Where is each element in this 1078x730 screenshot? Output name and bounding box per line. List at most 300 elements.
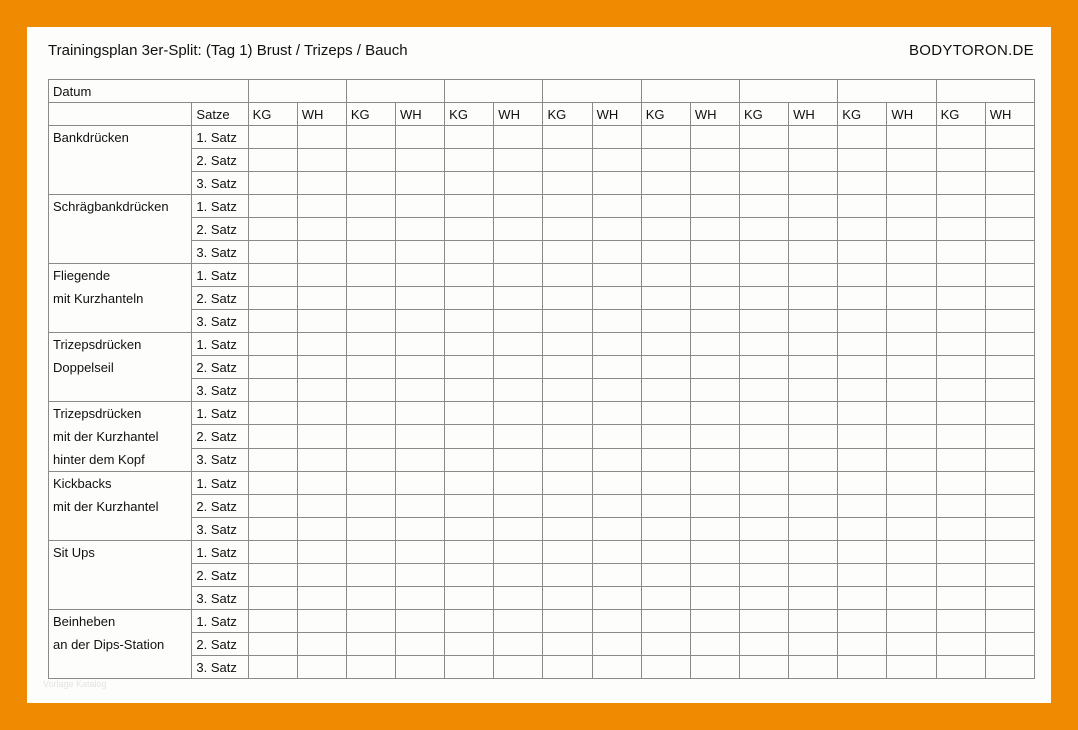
wh-entry-cell[interactable] <box>985 425 1034 448</box>
wh-entry-cell[interactable] <box>494 379 543 402</box>
wh-entry-cell[interactable] <box>690 518 739 541</box>
kg-entry-cell[interactable] <box>543 425 592 448</box>
wh-entry-cell[interactable] <box>887 218 936 241</box>
wh-entry-cell[interactable] <box>297 218 346 241</box>
wh-entry-cell[interactable] <box>789 218 838 241</box>
wh-entry-cell[interactable] <box>494 610 543 633</box>
kg-entry-cell[interactable] <box>445 287 494 310</box>
wh-entry-cell[interactable] <box>592 495 641 518</box>
wh-entry-cell[interactable] <box>690 310 739 333</box>
wh-entry-cell[interactable] <box>985 402 1034 425</box>
wh-entry-cell[interactable] <box>690 587 739 610</box>
wh-entry-cell[interactable] <box>887 310 936 333</box>
wh-entry-cell[interactable] <box>297 310 346 333</box>
session-date-cell[interactable] <box>936 80 1034 103</box>
session-date-cell[interactable] <box>641 80 739 103</box>
wh-entry-cell[interactable] <box>592 402 641 425</box>
kg-entry-cell[interactable] <box>248 448 297 471</box>
kg-entry-cell[interactable] <box>346 149 395 172</box>
wh-entry-cell[interactable] <box>887 195 936 218</box>
kg-entry-cell[interactable] <box>641 333 690 356</box>
kg-entry-cell[interactable] <box>248 564 297 587</box>
kg-entry-cell[interactable] <box>445 448 494 471</box>
wh-entry-cell[interactable] <box>985 218 1034 241</box>
kg-entry-cell[interactable] <box>248 241 297 264</box>
wh-entry-cell[interactable] <box>297 172 346 195</box>
kg-entry-cell[interactable] <box>740 587 789 610</box>
wh-entry-cell[interactable] <box>789 264 838 287</box>
wh-entry-cell[interactable] <box>887 472 936 495</box>
wh-entry-cell[interactable] <box>396 402 445 425</box>
kg-entry-cell[interactable] <box>346 495 395 518</box>
kg-entry-cell[interactable] <box>641 195 690 218</box>
kg-entry-cell[interactable] <box>346 356 395 379</box>
kg-entry-cell[interactable] <box>445 402 494 425</box>
wh-entry-cell[interactable] <box>789 379 838 402</box>
wh-entry-cell[interactable] <box>494 656 543 679</box>
wh-entry-cell[interactable] <box>985 472 1034 495</box>
kg-entry-cell[interactable] <box>346 333 395 356</box>
kg-entry-cell[interactable] <box>740 241 789 264</box>
wh-entry-cell[interactable] <box>297 264 346 287</box>
wh-entry-cell[interactable] <box>592 633 641 656</box>
kg-entry-cell[interactable] <box>838 126 887 149</box>
wh-entry-cell[interactable] <box>887 126 936 149</box>
wh-entry-cell[interactable] <box>297 287 346 310</box>
wh-entry-cell[interactable] <box>789 587 838 610</box>
wh-entry-cell[interactable] <box>789 195 838 218</box>
wh-entry-cell[interactable] <box>985 541 1034 564</box>
wh-entry-cell[interactable] <box>985 587 1034 610</box>
wh-entry-cell[interactable] <box>592 587 641 610</box>
kg-entry-cell[interactable] <box>445 356 494 379</box>
wh-entry-cell[interactable] <box>592 310 641 333</box>
wh-entry-cell[interactable] <box>592 656 641 679</box>
kg-entry-cell[interactable] <box>445 218 494 241</box>
kg-entry-cell[interactable] <box>641 587 690 610</box>
kg-entry-cell[interactable] <box>543 379 592 402</box>
wh-entry-cell[interactable] <box>887 518 936 541</box>
wh-entry-cell[interactable] <box>592 541 641 564</box>
wh-entry-cell[interactable] <box>887 356 936 379</box>
wh-entry-cell[interactable] <box>690 448 739 471</box>
kg-entry-cell[interactable] <box>248 264 297 287</box>
kg-entry-cell[interactable] <box>838 425 887 448</box>
wh-entry-cell[interactable] <box>789 656 838 679</box>
kg-entry-cell[interactable] <box>641 241 690 264</box>
wh-entry-cell[interactable] <box>494 149 543 172</box>
wh-entry-cell[interactable] <box>494 587 543 610</box>
wh-entry-cell[interactable] <box>887 333 936 356</box>
wh-entry-cell[interactable] <box>887 402 936 425</box>
kg-entry-cell[interactable] <box>740 126 789 149</box>
wh-entry-cell[interactable] <box>396 564 445 587</box>
kg-entry-cell[interactable] <box>543 541 592 564</box>
wh-entry-cell[interactable] <box>494 126 543 149</box>
wh-entry-cell[interactable] <box>297 633 346 656</box>
kg-entry-cell[interactable] <box>838 448 887 471</box>
wh-entry-cell[interactable] <box>690 149 739 172</box>
wh-entry-cell[interactable] <box>789 633 838 656</box>
wh-entry-cell[interactable] <box>494 241 543 264</box>
wh-entry-cell[interactable] <box>887 264 936 287</box>
kg-entry-cell[interactable] <box>740 310 789 333</box>
kg-entry-cell[interactable] <box>445 518 494 541</box>
wh-entry-cell[interactable] <box>690 610 739 633</box>
wh-entry-cell[interactable] <box>494 495 543 518</box>
wh-entry-cell[interactable] <box>789 356 838 379</box>
kg-entry-cell[interactable] <box>838 518 887 541</box>
wh-entry-cell[interactable] <box>985 379 1034 402</box>
wh-entry-cell[interactable] <box>690 564 739 587</box>
wh-entry-cell[interactable] <box>494 172 543 195</box>
wh-entry-cell[interactable] <box>494 448 543 471</box>
kg-entry-cell[interactable] <box>346 541 395 564</box>
kg-entry-cell[interactable] <box>936 264 985 287</box>
kg-entry-cell[interactable] <box>641 472 690 495</box>
wh-entry-cell[interactable] <box>297 564 346 587</box>
wh-entry-cell[interactable] <box>789 541 838 564</box>
wh-entry-cell[interactable] <box>789 564 838 587</box>
kg-entry-cell[interactable] <box>248 610 297 633</box>
kg-entry-cell[interactable] <box>838 402 887 425</box>
kg-entry-cell[interactable] <box>838 333 887 356</box>
kg-entry-cell[interactable] <box>445 172 494 195</box>
kg-entry-cell[interactable] <box>641 610 690 633</box>
kg-entry-cell[interactable] <box>936 356 985 379</box>
kg-entry-cell[interactable] <box>445 472 494 495</box>
wh-entry-cell[interactable] <box>887 287 936 310</box>
wh-entry-cell[interactable] <box>396 172 445 195</box>
kg-entry-cell[interactable] <box>346 518 395 541</box>
wh-entry-cell[interactable] <box>297 518 346 541</box>
wh-entry-cell[interactable] <box>494 541 543 564</box>
kg-entry-cell[interactable] <box>543 126 592 149</box>
wh-entry-cell[interactable] <box>592 356 641 379</box>
kg-entry-cell[interactable] <box>445 333 494 356</box>
wh-entry-cell[interactable] <box>887 495 936 518</box>
wh-entry-cell[interactable] <box>396 149 445 172</box>
kg-entry-cell[interactable] <box>936 241 985 264</box>
kg-entry-cell[interactable] <box>838 472 887 495</box>
kg-entry-cell[interactable] <box>641 218 690 241</box>
wh-entry-cell[interactable] <box>592 379 641 402</box>
kg-entry-cell[interactable] <box>936 610 985 633</box>
kg-entry-cell[interactable] <box>543 356 592 379</box>
wh-entry-cell[interactable] <box>297 656 346 679</box>
wh-entry-cell[interactable] <box>494 402 543 425</box>
kg-entry-cell[interactable] <box>543 656 592 679</box>
kg-entry-cell[interactable] <box>838 495 887 518</box>
wh-entry-cell[interactable] <box>396 218 445 241</box>
kg-entry-cell[interactable] <box>641 379 690 402</box>
kg-entry-cell[interactable] <box>838 241 887 264</box>
kg-entry-cell[interactable] <box>445 149 494 172</box>
kg-entry-cell[interactable] <box>248 379 297 402</box>
wh-entry-cell[interactable] <box>985 564 1034 587</box>
kg-entry-cell[interactable] <box>445 425 494 448</box>
wh-entry-cell[interactable] <box>592 218 641 241</box>
wh-entry-cell[interactable] <box>494 356 543 379</box>
kg-entry-cell[interactable] <box>936 310 985 333</box>
wh-entry-cell[interactable] <box>592 610 641 633</box>
wh-entry-cell[interactable] <box>789 402 838 425</box>
wh-entry-cell[interactable] <box>297 402 346 425</box>
kg-entry-cell[interactable] <box>838 564 887 587</box>
kg-entry-cell[interactable] <box>445 126 494 149</box>
kg-entry-cell[interactable] <box>838 218 887 241</box>
wh-entry-cell[interactable] <box>592 264 641 287</box>
wh-entry-cell[interactable] <box>985 656 1034 679</box>
wh-entry-cell[interactable] <box>789 448 838 471</box>
session-date-cell[interactable] <box>543 80 641 103</box>
kg-entry-cell[interactable] <box>641 402 690 425</box>
wh-entry-cell[interactable] <box>690 541 739 564</box>
kg-entry-cell[interactable] <box>543 587 592 610</box>
kg-entry-cell[interactable] <box>248 356 297 379</box>
kg-entry-cell[interactable] <box>838 587 887 610</box>
kg-entry-cell[interactable] <box>248 172 297 195</box>
wh-entry-cell[interactable] <box>690 656 739 679</box>
kg-entry-cell[interactable] <box>740 610 789 633</box>
kg-entry-cell[interactable] <box>740 495 789 518</box>
kg-entry-cell[interactable] <box>543 610 592 633</box>
kg-entry-cell[interactable] <box>641 356 690 379</box>
wh-entry-cell[interactable] <box>592 241 641 264</box>
kg-entry-cell[interactable] <box>346 218 395 241</box>
wh-entry-cell[interactable] <box>494 218 543 241</box>
kg-entry-cell[interactable] <box>936 656 985 679</box>
kg-entry-cell[interactable] <box>543 172 592 195</box>
kg-entry-cell[interactable] <box>838 356 887 379</box>
wh-entry-cell[interactable] <box>789 172 838 195</box>
kg-entry-cell[interactable] <box>936 172 985 195</box>
kg-entry-cell[interactable] <box>445 241 494 264</box>
wh-entry-cell[interactable] <box>297 587 346 610</box>
kg-entry-cell[interactable] <box>740 518 789 541</box>
kg-entry-cell[interactable] <box>740 425 789 448</box>
wh-entry-cell[interactable] <box>690 241 739 264</box>
kg-entry-cell[interactable] <box>248 541 297 564</box>
kg-entry-cell[interactable] <box>346 564 395 587</box>
wh-entry-cell[interactable] <box>592 195 641 218</box>
wh-entry-cell[interactable] <box>297 379 346 402</box>
wh-entry-cell[interactable] <box>690 195 739 218</box>
kg-entry-cell[interactable] <box>346 448 395 471</box>
wh-entry-cell[interactable] <box>985 356 1034 379</box>
wh-entry-cell[interactable] <box>985 149 1034 172</box>
wh-entry-cell[interactable] <box>396 333 445 356</box>
wh-entry-cell[interactable] <box>789 610 838 633</box>
kg-entry-cell[interactable] <box>740 218 789 241</box>
wh-entry-cell[interactable] <box>887 633 936 656</box>
wh-entry-cell[interactable] <box>690 264 739 287</box>
kg-entry-cell[interactable] <box>445 633 494 656</box>
wh-entry-cell[interactable] <box>396 241 445 264</box>
kg-entry-cell[interactable] <box>936 126 985 149</box>
kg-entry-cell[interactable] <box>936 472 985 495</box>
wh-entry-cell[interactable] <box>985 495 1034 518</box>
wh-entry-cell[interactable] <box>985 195 1034 218</box>
wh-entry-cell[interactable] <box>690 218 739 241</box>
kg-entry-cell[interactable] <box>248 333 297 356</box>
kg-entry-cell[interactable] <box>543 310 592 333</box>
wh-entry-cell[interactable] <box>396 518 445 541</box>
kg-entry-cell[interactable] <box>445 379 494 402</box>
wh-entry-cell[interactable] <box>494 425 543 448</box>
kg-entry-cell[interactable] <box>346 310 395 333</box>
kg-entry-cell[interactable] <box>641 495 690 518</box>
wh-entry-cell[interactable] <box>396 379 445 402</box>
wh-entry-cell[interactable] <box>690 402 739 425</box>
wh-entry-cell[interactable] <box>396 656 445 679</box>
kg-entry-cell[interactable] <box>543 402 592 425</box>
wh-entry-cell[interactable] <box>592 472 641 495</box>
wh-entry-cell[interactable] <box>592 448 641 471</box>
wh-entry-cell[interactable] <box>690 379 739 402</box>
wh-entry-cell[interactable] <box>396 264 445 287</box>
kg-entry-cell[interactable] <box>248 149 297 172</box>
kg-entry-cell[interactable] <box>936 518 985 541</box>
wh-entry-cell[interactable] <box>592 564 641 587</box>
wh-entry-cell[interactable] <box>297 149 346 172</box>
wh-entry-cell[interactable] <box>592 518 641 541</box>
kg-entry-cell[interactable] <box>641 448 690 471</box>
kg-entry-cell[interactable] <box>936 633 985 656</box>
kg-entry-cell[interactable] <box>641 264 690 287</box>
kg-entry-cell[interactable] <box>641 518 690 541</box>
wh-entry-cell[interactable] <box>887 379 936 402</box>
kg-entry-cell[interactable] <box>543 518 592 541</box>
kg-entry-cell[interactable] <box>838 379 887 402</box>
wh-entry-cell[interactable] <box>985 610 1034 633</box>
wh-entry-cell[interactable] <box>494 472 543 495</box>
wh-entry-cell[interactable] <box>396 448 445 471</box>
wh-entry-cell[interactable] <box>985 310 1034 333</box>
kg-entry-cell[interactable] <box>248 518 297 541</box>
kg-entry-cell[interactable] <box>346 656 395 679</box>
wh-entry-cell[interactable] <box>494 518 543 541</box>
kg-entry-cell[interactable] <box>740 633 789 656</box>
wh-entry-cell[interactable] <box>396 287 445 310</box>
wh-entry-cell[interactable] <box>789 126 838 149</box>
kg-entry-cell[interactable] <box>248 425 297 448</box>
wh-entry-cell[interactable] <box>396 195 445 218</box>
kg-entry-cell[interactable] <box>248 633 297 656</box>
kg-entry-cell[interactable] <box>543 564 592 587</box>
wh-entry-cell[interactable] <box>887 656 936 679</box>
kg-entry-cell[interactable] <box>740 333 789 356</box>
kg-entry-cell[interactable] <box>936 195 985 218</box>
kg-entry-cell[interactable] <box>346 425 395 448</box>
wh-entry-cell[interactable] <box>887 587 936 610</box>
kg-entry-cell[interactable] <box>936 587 985 610</box>
kg-entry-cell[interactable] <box>641 172 690 195</box>
kg-entry-cell[interactable] <box>445 587 494 610</box>
wh-entry-cell[interactable] <box>690 333 739 356</box>
kg-entry-cell[interactable] <box>445 564 494 587</box>
kg-entry-cell[interactable] <box>346 195 395 218</box>
kg-entry-cell[interactable] <box>641 564 690 587</box>
kg-entry-cell[interactable] <box>740 379 789 402</box>
kg-entry-cell[interactable] <box>936 287 985 310</box>
wh-entry-cell[interactable] <box>887 448 936 471</box>
kg-entry-cell[interactable] <box>346 472 395 495</box>
wh-entry-cell[interactable] <box>985 241 1034 264</box>
wh-entry-cell[interactable] <box>396 610 445 633</box>
wh-entry-cell[interactable] <box>494 195 543 218</box>
wh-entry-cell[interactable] <box>592 172 641 195</box>
kg-entry-cell[interactable] <box>740 656 789 679</box>
kg-entry-cell[interactable] <box>641 287 690 310</box>
wh-entry-cell[interactable] <box>887 172 936 195</box>
kg-entry-cell[interactable] <box>641 310 690 333</box>
kg-entry-cell[interactable] <box>543 241 592 264</box>
wh-entry-cell[interactable] <box>592 287 641 310</box>
kg-entry-cell[interactable] <box>445 541 494 564</box>
kg-entry-cell[interactable] <box>543 287 592 310</box>
wh-entry-cell[interactable] <box>887 241 936 264</box>
kg-entry-cell[interactable] <box>543 472 592 495</box>
kg-entry-cell[interactable] <box>543 448 592 471</box>
kg-entry-cell[interactable] <box>248 402 297 425</box>
kg-entry-cell[interactable] <box>346 287 395 310</box>
wh-entry-cell[interactable] <box>985 172 1034 195</box>
wh-entry-cell[interactable] <box>985 333 1034 356</box>
wh-entry-cell[interactable] <box>297 472 346 495</box>
wh-entry-cell[interactable] <box>396 356 445 379</box>
kg-entry-cell[interactable] <box>346 172 395 195</box>
wh-entry-cell[interactable] <box>297 195 346 218</box>
kg-entry-cell[interactable] <box>248 126 297 149</box>
wh-entry-cell[interactable] <box>494 310 543 333</box>
kg-entry-cell[interactable] <box>740 472 789 495</box>
kg-entry-cell[interactable] <box>838 541 887 564</box>
wh-entry-cell[interactable] <box>297 241 346 264</box>
wh-entry-cell[interactable] <box>789 425 838 448</box>
wh-entry-cell[interactable] <box>396 495 445 518</box>
wh-entry-cell[interactable] <box>887 610 936 633</box>
session-date-cell[interactable] <box>346 80 444 103</box>
wh-entry-cell[interactable] <box>789 149 838 172</box>
kg-entry-cell[interactable] <box>740 172 789 195</box>
wh-entry-cell[interactable] <box>396 633 445 656</box>
wh-entry-cell[interactable] <box>887 149 936 172</box>
kg-entry-cell[interactable] <box>248 310 297 333</box>
wh-entry-cell[interactable] <box>297 541 346 564</box>
kg-entry-cell[interactable] <box>346 402 395 425</box>
kg-entry-cell[interactable] <box>740 149 789 172</box>
session-date-cell[interactable] <box>445 80 543 103</box>
kg-entry-cell[interactable] <box>740 264 789 287</box>
wh-entry-cell[interactable] <box>690 172 739 195</box>
kg-entry-cell[interactable] <box>543 333 592 356</box>
wh-entry-cell[interactable] <box>592 425 641 448</box>
wh-entry-cell[interactable] <box>396 541 445 564</box>
wh-entry-cell[interactable] <box>789 241 838 264</box>
kg-entry-cell[interactable] <box>248 472 297 495</box>
kg-entry-cell[interactable] <box>740 287 789 310</box>
kg-entry-cell[interactable] <box>346 610 395 633</box>
wh-entry-cell[interactable] <box>690 425 739 448</box>
kg-entry-cell[interactable] <box>936 149 985 172</box>
kg-entry-cell[interactable] <box>248 587 297 610</box>
kg-entry-cell[interactable] <box>346 587 395 610</box>
wh-entry-cell[interactable] <box>789 287 838 310</box>
kg-entry-cell[interactable] <box>641 425 690 448</box>
wh-entry-cell[interactable] <box>690 356 739 379</box>
kg-entry-cell[interactable] <box>936 333 985 356</box>
